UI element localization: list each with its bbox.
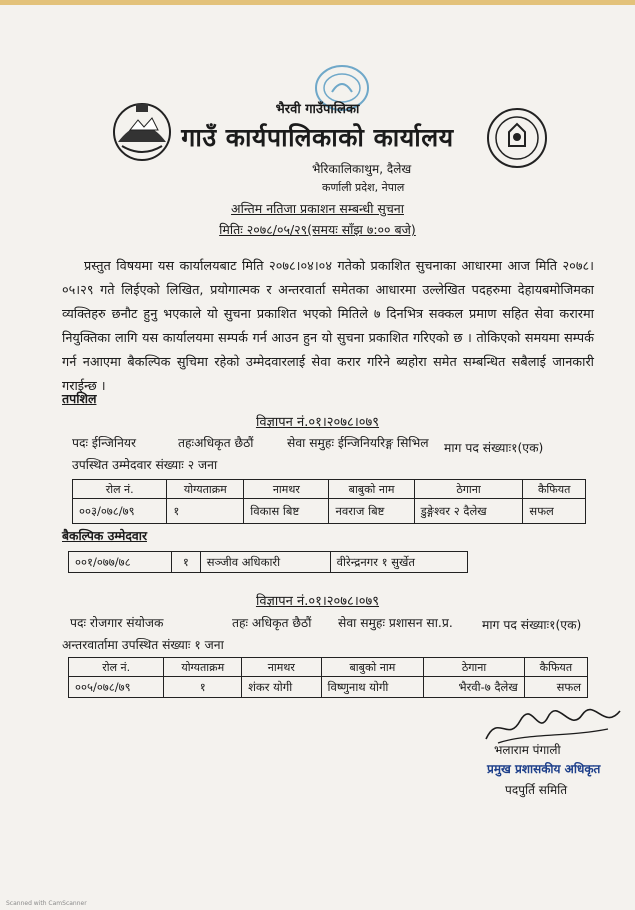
- address-line-2: कर्णाली प्रदेश, नेपाल: [322, 181, 405, 194]
- details-heading: तपशिल: [62, 391, 97, 406]
- ad2-present: अन्तरवार्तामा उपस्थित संख्याः १ जना: [62, 638, 224, 652]
- table-row: [69, 677, 588, 698]
- cell-rank: १: [164, 677, 242, 698]
- cell-address: डुङ्गेश्वर २ दैलेख: [414, 499, 523, 524]
- ad2-title: विज्ञापन नं.०१।२०७८।०७९: [255, 594, 380, 609]
- ad1-table: [72, 479, 586, 524]
- cell-address: वीरेन्द्रनगर १ सुर्खेत: [330, 552, 467, 573]
- ad2-table: [68, 657, 588, 698]
- signatory-name: भलाराम पंगाली: [494, 743, 561, 757]
- cell-name: सञ्जीव अधिकारी: [200, 552, 330, 573]
- cell-roll: ००५/०७८/७९: [69, 677, 164, 698]
- ad1-post: पदः ईन्जिनियर: [72, 436, 137, 450]
- cell-father: नवराज बिष्ट: [329, 499, 414, 524]
- signatory-role: प्रमुख प्रशासकीय अधिकृत: [487, 762, 601, 776]
- ad2-demand: माग पद संख्याः१(एक): [482, 618, 582, 632]
- col-name: नामथर: [244, 480, 329, 499]
- col-roll: रोल नं.: [73, 480, 167, 499]
- ad1-level: तहःअधिकृत छैठौं: [178, 436, 254, 450]
- cell-address: भैरवी-७ दैलेख: [424, 677, 525, 698]
- col-address: ठेगाना: [414, 480, 523, 499]
- col-address: ठेगाना: [424, 658, 525, 677]
- cell-remarks: सफल: [523, 499, 586, 524]
- col-rank: योग्यताक्रम: [167, 480, 244, 499]
- table-row: [69, 552, 468, 573]
- address-line-1: भैरिकालिकाथुम, दैलेख: [312, 162, 412, 176]
- ad2-level: तहः अधिकृत छैठौं: [232, 616, 312, 630]
- ad1-service: सेवा समुहः ईन्जिनियरिङ्ग सिभिल: [287, 436, 429, 450]
- col-name: नामथर: [242, 658, 321, 677]
- cell-rank: १: [172, 552, 201, 573]
- cell-remarks: सफल: [524, 677, 587, 698]
- signatory-org: पदपुर्ति समिति: [505, 783, 568, 797]
- cell-name: शंकर योगी: [242, 677, 321, 698]
- col-remarks: कैफियत: [523, 480, 586, 499]
- top-border: [0, 0, 635, 5]
- ad1-title: विज्ञापन नं.०१।२०७८।०७९: [255, 415, 380, 430]
- cell-roll: ००१/०७७/७८: [69, 552, 172, 573]
- notice-body: प्रस्तुत विषयमा यस कार्यालयबाट मिति २०७८।०४।०४ गतेको प्रकाशित सुचनाका आधारमा आज मिति २०७८।०५।२९ गते लिईएको लिखित, प्रयोगात्मक र अन्तरवार्ता समेतका आधारमा उल्लेखित पदहरुमा देहायबमोजिमका व्यक्तिहरु छनौट हुनु भएकाले यो सुचना प्रकाशित भएको मितिले ७ दिनभित्र सक्कल प्रमाण सहित सेवा करारमा नियुक्तिका लागि यस कार्यालयमा सम्पर्क गर्न आउन हुन यो सुचना प्रकाशित गरिएको छ । तोकिएको समयमा सम्पर्क गर्न नआएमा बैकल्पिक सुचिमा रहेको उम्मेदवारलाई सेवा करार गरिने ब्यहोरा समेत सम्बन्धित सबैलाई जानकारी गराईन्छ ।: [62, 259, 594, 394]
- ad1-present: उपस्थित उम्मेदवार संख्याः २ जना: [72, 458, 218, 472]
- cell-father: विष्णुनाथ योगी: [321, 677, 424, 698]
- table-row: [73, 499, 586, 524]
- office-title: गाउँ कार्यपालिकाको कार्यालय: [181, 123, 454, 152]
- table-header-row: [73, 480, 586, 499]
- alternate-heading: बैकल्पिक उम्मेदवार: [62, 529, 147, 543]
- municipality-name: भैरवी गाउँपालिका: [275, 102, 360, 117]
- notice-date: मितिः २०७८/०५/२९(समयः साँझ ७:०० बजे): [219, 222, 416, 237]
- cell-roll: ००३/०७८/७९: [73, 499, 167, 524]
- col-roll: रोल नं.: [69, 658, 164, 677]
- cell-rank: १: [167, 499, 244, 524]
- cell-name: विकास बिष्ट: [244, 499, 329, 524]
- col-remarks: कैफियत: [524, 658, 587, 677]
- ad1-demand: माग पद संख्याः१(एक): [444, 441, 544, 455]
- alternate-table: [68, 551, 468, 573]
- ad2-service: सेवा समुहः प्रशासन सा.प्र.: [338, 616, 453, 630]
- ad2-post: पदः रोजगार संयोजक: [70, 616, 164, 630]
- col-rank: योग्यताक्रम: [164, 658, 242, 677]
- notice-title: अन्तिम नतिजा प्रकाशन सम्बन्धी सुचना: [231, 201, 404, 216]
- table-header-row: [69, 658, 588, 677]
- scanner-watermark: Scanned with CamScanner: [6, 900, 87, 907]
- col-father: बाबुको नाम: [321, 658, 424, 677]
- col-father: बाबुको नाम: [329, 480, 414, 499]
